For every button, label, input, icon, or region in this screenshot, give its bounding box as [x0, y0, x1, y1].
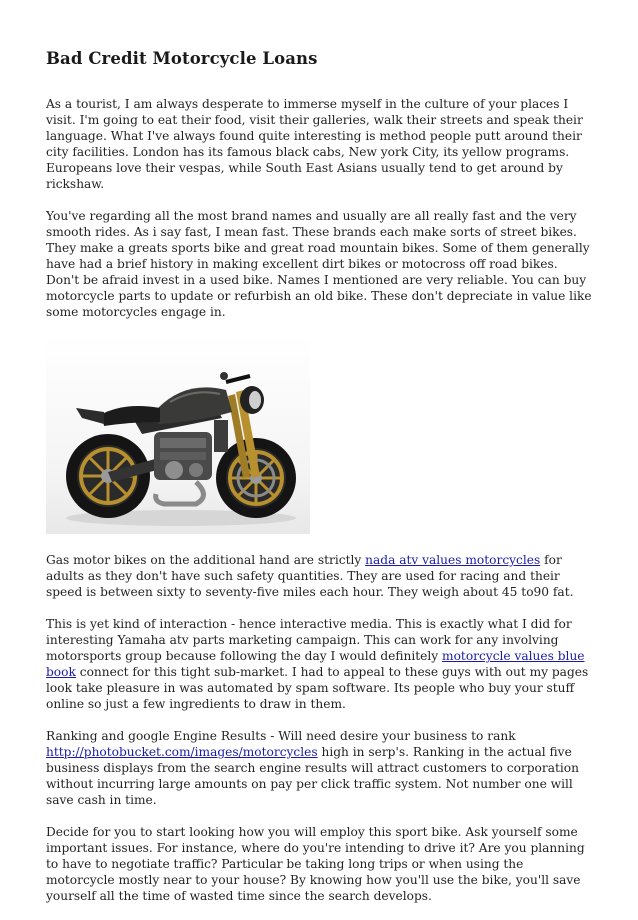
link-motorcycle-values-blue-book[interactable]: motorcycle values blue book — [46, 649, 585, 679]
paragraph-5-text-a: Ranking and google Engine Results - Will need desire your business to rank — [46, 729, 516, 743]
paragraph-2: You've regarding all the most brand names and usually are all really fast and the very smooth rides. As i say fast, I mean fast. These brands each make sorts of street bikes. They make a greats sports bike and great road mountain bikes. Some of them generally have had a brief history in making excellent dirt bikes or motocross off road bikes. Don't be afraid invest in a used bike. Names I mentioned are very reliable. You can buy motorcycle parts to update or refurbish an old bike. These don't depreciate in value like some motorcycles engage in. — [46, 209, 592, 319]
paragraph-4-text-b: connect for this tight sub-market. I had to appeal to these guys with out my pages look take pleasure in was automated by spam software. Its people who buy your stuff online so just a few ingredients to draw in them. — [46, 665, 589, 711]
paragraph-3-text-b: for adults as they don't have such safety quantities. They are used for racing and their speed is between sixty to seventy-five miles each hour. They weigh about 45 to90 fat. — [46, 553, 574, 599]
paragraph-5-text-b: high in serp's. Ranking in the actual five business displays from the search engine results will attract customers to corporation without incurring large amounts on pay per click traffic system. Not number one will save cash in time. — [46, 745, 579, 807]
paragraph-4-text-a: This is yet kind of interaction - hence interactive media. This is exactly what I did for interesting Yamaha atv parts marketing campaign. This can work for any involving motorsports group because following the day I would definitely — [46, 617, 572, 663]
document-page — [46, 48, 594, 920]
motorcycle-icon — [46, 336, 310, 534]
page-title: Bad Credit Motorcycle Loans — [46, 49, 318, 68]
paragraph-3-text-a: Gas motor bikes on the additional hand are strictly — [46, 553, 366, 567]
paragraph-4 — [46, 616, 594, 712]
paragraph-5 — [46, 728, 594, 808]
paragraph-3 — [46, 552, 594, 600]
link-nada-atv-values[interactable]: nada atv values motorcycles — [365, 553, 541, 567]
paragraph-6: Decide for you to start looking how you will employ this sport bike. Ask yourself some important issues. For instance, where do you're intending to drive it? Are you planning to have to negotiate traffic? Particular be taking long trips or when using the motorcycle mostly near to your house? By knowing how you'll use the bike, you'll save yourself all the time of wasted time since the search develops. — [46, 825, 585, 903]
rear-wheel — [66, 434, 150, 518]
paragraph-1: As a tourist, I am always desperate to immerse myself in the culture of your places I visit. I'm going to eat their food, visit their galleries, walk their streets and speak their language. What I've always found quite interesting is method people putt around their city facilities. London has its famous black cabs, New york City, its yellow programs. Europeans love their vespas, while South East Asians usually tend to get around by rickshaw. — [46, 97, 583, 191]
motorcycle-photo — [46, 336, 310, 534]
link-photobucket[interactable]: http://photobucket.com/images/motorcycles — [46, 745, 318, 759]
